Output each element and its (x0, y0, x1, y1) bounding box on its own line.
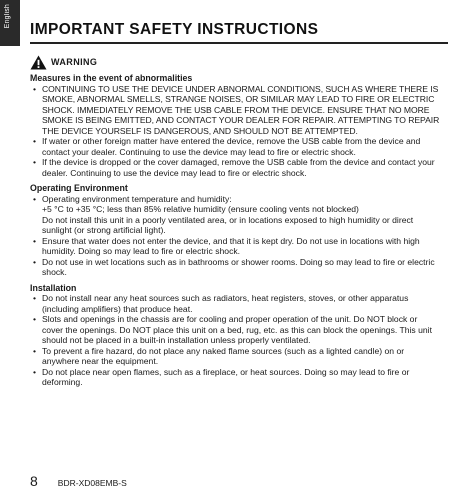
ventilation-note: Do not install this unit in a poorly ventilated area, or in locations exposed to high humidity or direct sunlight (or strong artificial light). (42, 214, 414, 235)
warning-icon (30, 55, 47, 70)
list-item-text: • Operating environment temperature and humidity: (42, 193, 232, 204)
list-item: • If water or other foreign matter have entered the device, remove the USB cable from the device and contact your dealer. Continuing to use the device may lead to fire or electric shock. (30, 136, 440, 157)
page-number: 8 (30, 473, 38, 489)
list-item: • Do not place near open flames, such as a fireplace, or heat sources. Doing so may lead to fire or deforming. (30, 367, 440, 388)
title-rule (30, 42, 448, 44)
instructions-body (30, 73, 440, 388)
section-heading-installation: Installation (30, 282, 77, 293)
list-item: • CONTINUING TO USE THE DEVICE UNDER ABNORMAL CONDITIONS, SUCH AS WHERE THERE IS SMOKE, ABNORMAL SMELLS, STRANGE NOISES, OR SIMILAR MAY LEAD TO FIRE OR ELECTRIC SHOCK. IMMEDIATELY REMOVE THE USB CABLE FROM THE DEVICE. ENSURE THAT NO MORE SMOKE IS BEING EMITTED, AND CONTACT YOUR DEALER FOR REPAIR. ATTEMPTING TO REPAIR THE DEVICE YOURSELF IS DANGEROUS, AND SHOULD NOT BE ATTEMPTED. (30, 84, 440, 137)
page-footer (30, 473, 127, 489)
section-heading-abnormalities: Measures in the event of abnormalities (30, 73, 193, 83)
list-item: • Ensure that water does not enter the device, and that it is kept dry. Do not use in locations with high humidity. Doing so may lead to fire or electric shock. (30, 236, 440, 257)
list-item: • Do not install near any heat sources such as radiators, heat registers, stoves, or other apparatus (including amplifiers) that produce heat. (30, 293, 440, 314)
environment-list (30, 194, 440, 278)
list-item: • Do not use in wet locations such as in bathrooms or shower rooms. Doing so may lead to fire or electric shock. (30, 257, 440, 278)
model-number: BDR-XD08EMB-S (57, 478, 127, 488)
list-item: • If the device is dropped or the cover damaged, remove the USB cable from the device and contact your dealer. Continuing to use the device may lead to fire or electric shock. (30, 157, 440, 178)
language-label: English (4, 4, 11, 29)
temperature-range-text: +5 °C to +35 °C; less than 85% relative humidity (ensure cooling vents not blocked) (42, 204, 359, 214)
installation-list (30, 293, 440, 388)
abnormalities-list (30, 84, 440, 179)
warning-header (30, 54, 97, 70)
list-item: • Slots and openings in the chassis are for cooling and proper operation of the unit. Do NOT block or cover the openings. Do NOT place this unit on a bed, rug, etc. as this can block the openings. This unit should not be placed in a built-in installation unless properly ventilated. (30, 314, 440, 346)
warning-label: WARNING (51, 57, 98, 67)
language-tab (0, 0, 20, 46)
page-title: IMPORTANT SAFETY INSTRUCTIONS (30, 21, 319, 38)
list-item: • To prevent a fire hazard, do not place any naked flame sources (such as a lighted candle) on or anywhere near the equipment. (30, 346, 440, 367)
section-heading-environment: Operating Environment (30, 183, 128, 193)
list-item (30, 194, 440, 236)
